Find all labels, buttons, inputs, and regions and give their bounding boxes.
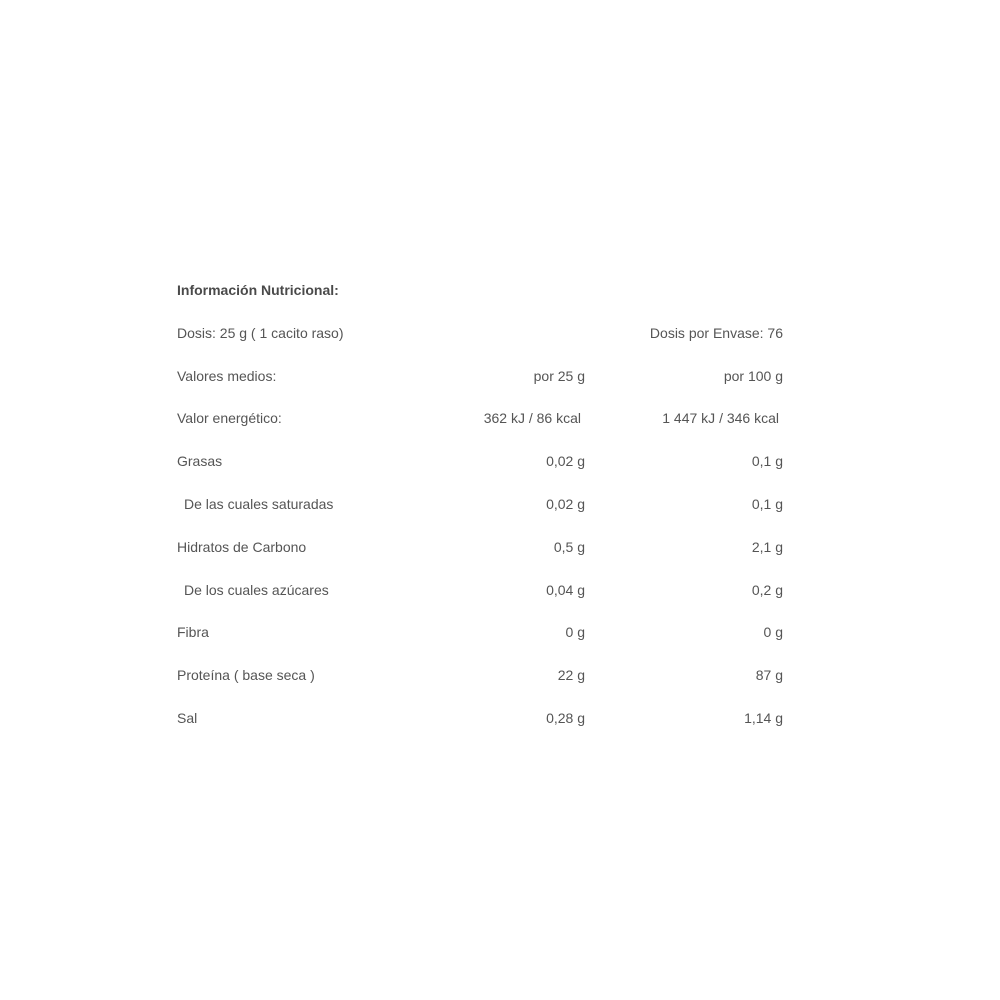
doses-per-pack: Dosis por Envase: 76 [649,325,783,341]
row-label: Sal [177,710,198,726]
row-col1: 362 kJ / 86 kcal [483,410,581,426]
row-label: Fibra [177,624,209,640]
header-col1: por 25 g [533,368,585,384]
row-label: Proteína ( base seca ) [177,667,315,683]
row-col2: 0 g [763,624,783,640]
row-label: De los cuales azúcares [184,582,329,598]
table-row [177,580,787,600]
row-col1: 0,02 g [546,496,585,512]
row-col1: 0 g [565,624,585,640]
table-row [177,408,787,428]
row-col2: 0,2 g [751,582,783,598]
header-col2: por 100 g [723,368,783,384]
row-col1: 0,5 g [553,539,585,555]
header-label: Valores medios: [177,368,277,384]
nutrition-title: Información Nutricional: [177,282,339,298]
table-row [177,537,787,557]
row-col2: 0,1 g [751,496,783,512]
table-row [177,622,787,642]
header-row [177,366,787,386]
row-col1: 22 g [557,667,585,683]
row-col2: 1,14 g [744,710,783,726]
row-col1: 0,02 g [546,453,585,469]
row-label: Grasas [177,453,223,469]
row-label: De las cuales saturadas [184,496,334,512]
row-col1: 0,04 g [546,582,585,598]
row-col2: 1 447 kJ / 346 kcal [662,410,779,426]
table-row [177,708,787,728]
table-row [177,494,787,514]
row-col2: 2,1 g [751,539,783,555]
table-row [177,665,787,685]
dose-row [177,323,787,343]
table-row [177,451,787,471]
row-label: Valor energético: [177,410,282,426]
row-col1: 0,28 g [546,710,585,726]
row-label: Hidratos de Carbono [177,539,307,555]
row-col2: 0,1 g [751,453,783,469]
row-col2: 87 g [755,667,783,683]
dose-label: Dosis: 25 g ( 1 cacito raso) [177,325,344,341]
